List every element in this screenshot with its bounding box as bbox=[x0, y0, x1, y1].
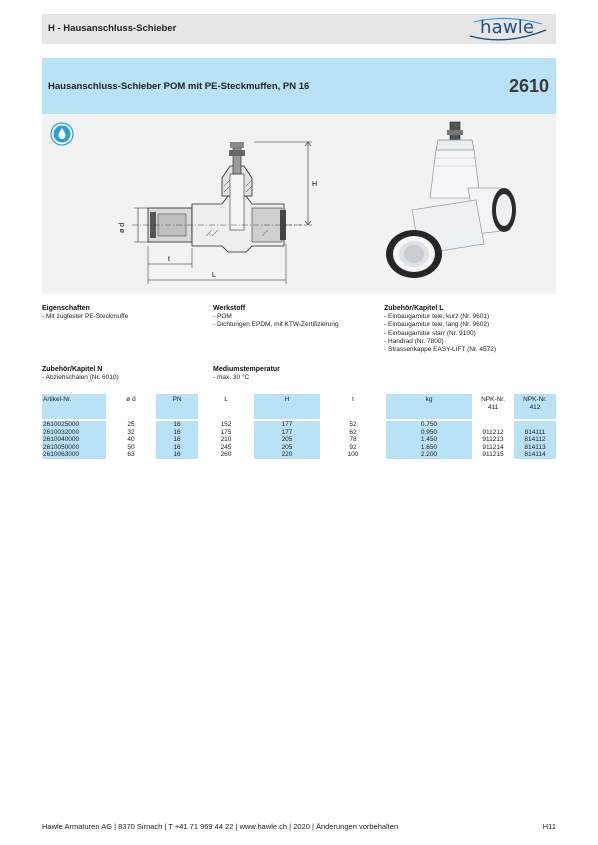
table-cell: 63 bbox=[127, 451, 135, 458]
werkstoff-item: - POM bbox=[213, 313, 339, 321]
table-cell: 16 bbox=[156, 429, 198, 437]
label-H: H bbox=[312, 181, 318, 188]
zubehoer-l-item: - Einbaugarnitur starr (Nr. 9100) bbox=[384, 330, 496, 338]
werkstoff-block bbox=[213, 305, 339, 330]
table-cell: 16 bbox=[156, 421, 198, 429]
table-cell: 220 bbox=[254, 451, 320, 459]
table-cell: 2610025000 bbox=[42, 421, 106, 429]
product-code: 2610 bbox=[508, 76, 549, 96]
column-header: Artikel-Nr. bbox=[42, 394, 106, 419]
table-cell: 245 bbox=[220, 443, 232, 451]
zubehoer-n-title: Zubehör/Kapitel N bbox=[42, 366, 103, 373]
table-body bbox=[42, 421, 556, 459]
hawle-logo bbox=[466, 16, 550, 42]
table-cell: 92 bbox=[349, 443, 357, 451]
article-table bbox=[42, 394, 556, 459]
zubehoer-l-title: Zubehör/Kapitel L bbox=[384, 305, 444, 312]
table-cell: 205 bbox=[254, 444, 320, 452]
table-cell: 16 bbox=[156, 451, 198, 459]
table-row bbox=[42, 444, 556, 452]
label-L: L bbox=[212, 272, 216, 279]
table-cell: 911214 bbox=[482, 443, 504, 451]
logo-text: hawle bbox=[480, 17, 535, 38]
product-title: Hausanschluss-Schieber POM mit PE-Steckmuffen, PN 16 bbox=[48, 81, 310, 92]
werkstoff-title: Werkstoff bbox=[213, 305, 246, 312]
table-cell: 40 bbox=[127, 436, 135, 443]
table-cell: 152 bbox=[220, 421, 232, 428]
table-cell: 210 bbox=[220, 436, 232, 443]
page-number: H11 bbox=[542, 822, 556, 831]
mediumstemperatur-item: - max. 30 °C bbox=[213, 374, 280, 382]
top-bar bbox=[42, 14, 556, 44]
footer-text: Hawle Armaturen AG | 8370 Sirnach | T +41 71 969 44 22 | www.hawle.ch | 2020 | Änderungen vorbehalten bbox=[42, 822, 399, 831]
table-cell: 814111 bbox=[514, 429, 556, 437]
table-cell: 16 bbox=[156, 444, 198, 452]
table-cell: 1.450 bbox=[386, 436, 472, 444]
table-row bbox=[42, 421, 556, 429]
column-header: kg bbox=[386, 394, 472, 419]
zubehoer-l-item: - Einbaugarnitur tele, lang (Nr. 9602) bbox=[384, 321, 496, 329]
table-cell: 0.750 bbox=[386, 421, 472, 429]
footer bbox=[42, 822, 556, 831]
table-cell: 175 bbox=[220, 428, 232, 436]
column-header: PN bbox=[156, 394, 198, 419]
table-cell: 911213 bbox=[482, 436, 504, 443]
table-cell bbox=[472, 421, 514, 429]
table-cell: 100 bbox=[347, 451, 359, 458]
table-cell: 260 bbox=[220, 451, 232, 458]
table-cell: 177 bbox=[254, 429, 320, 437]
table-cell: 814113 bbox=[514, 444, 556, 452]
label-od: ø d bbox=[119, 222, 126, 233]
eigenschaften-item: - Mit zugfester PE-Steckmuffe bbox=[42, 313, 128, 321]
table-cell: 2610040000 bbox=[42, 436, 106, 444]
table-cell: 177 bbox=[254, 421, 320, 429]
table-cell: 2610032000 bbox=[42, 429, 106, 437]
table-cell: 2610063000 bbox=[42, 451, 106, 459]
eigenschaften-block bbox=[42, 305, 128, 321]
product-photo bbox=[380, 118, 530, 288]
technical-drawing bbox=[112, 126, 322, 290]
table-cell: 32 bbox=[127, 428, 135, 436]
zubehoer-l-item: - Handrad (Nr. 7800) bbox=[384, 338, 496, 346]
table-row bbox=[42, 429, 556, 437]
table-cell: 0.950 bbox=[386, 429, 472, 437]
table-cell: 911212 bbox=[482, 428, 504, 436]
table-cell: 911215 bbox=[482, 451, 504, 458]
water-drop-icon bbox=[50, 122, 74, 146]
column-header: t bbox=[352, 396, 354, 403]
table-cell: 50 bbox=[127, 443, 135, 451]
werkstoff-item: - Dichtungen EPDM, mit KTW-Zertifizierung bbox=[213, 321, 339, 329]
table-cell: 2610050000 bbox=[42, 444, 106, 452]
zubehoer-l-block bbox=[384, 305, 496, 354]
table-row bbox=[42, 436, 556, 444]
section-title: H - Hausanschluss-Schieber bbox=[48, 23, 177, 34]
zubehoer-n-block bbox=[42, 366, 119, 382]
eigenschaften-title: Eigenschaften bbox=[42, 305, 90, 312]
mediumstemperatur-title: Mediumstemperatur bbox=[213, 366, 280, 373]
column-header: H bbox=[254, 394, 320, 419]
table-row bbox=[42, 451, 556, 459]
label-t: t bbox=[168, 256, 170, 263]
mediumstemperatur-block bbox=[213, 366, 280, 382]
column-header: ø d bbox=[126, 396, 136, 403]
product-hero bbox=[42, 58, 556, 294]
table-cell: 814114 bbox=[514, 451, 556, 459]
table-cell: 205 bbox=[254, 436, 320, 444]
zubehoer-n-item: - Abziehschalen (Nr. 6010) bbox=[42, 374, 119, 382]
table-cell: 62 bbox=[349, 428, 357, 436]
table-header bbox=[42, 394, 556, 419]
table-cell: 814112 bbox=[514, 436, 556, 444]
zubehoer-l-item: - Einbaugarnitur tele, kurz (Nr. 9601) bbox=[384, 313, 496, 321]
table-cell bbox=[514, 421, 556, 429]
product-title-band bbox=[42, 58, 556, 114]
table-cell: 2.200 bbox=[386, 451, 472, 459]
column-header: NPK-Nr. 411 bbox=[481, 396, 505, 411]
table-cell: 78 bbox=[349, 436, 357, 443]
column-header: L bbox=[224, 396, 228, 403]
table-cell: 25 bbox=[127, 421, 135, 428]
zubehoer-l-item: - Strassenkappe EASY-LIFT (Nr. 4572) bbox=[384, 346, 496, 354]
table-cell: 1.650 bbox=[386, 444, 472, 452]
column-header: NPK-Nr. 412 bbox=[514, 394, 556, 419]
table-cell: 52 bbox=[349, 421, 357, 428]
table-cell: 16 bbox=[156, 436, 198, 444]
